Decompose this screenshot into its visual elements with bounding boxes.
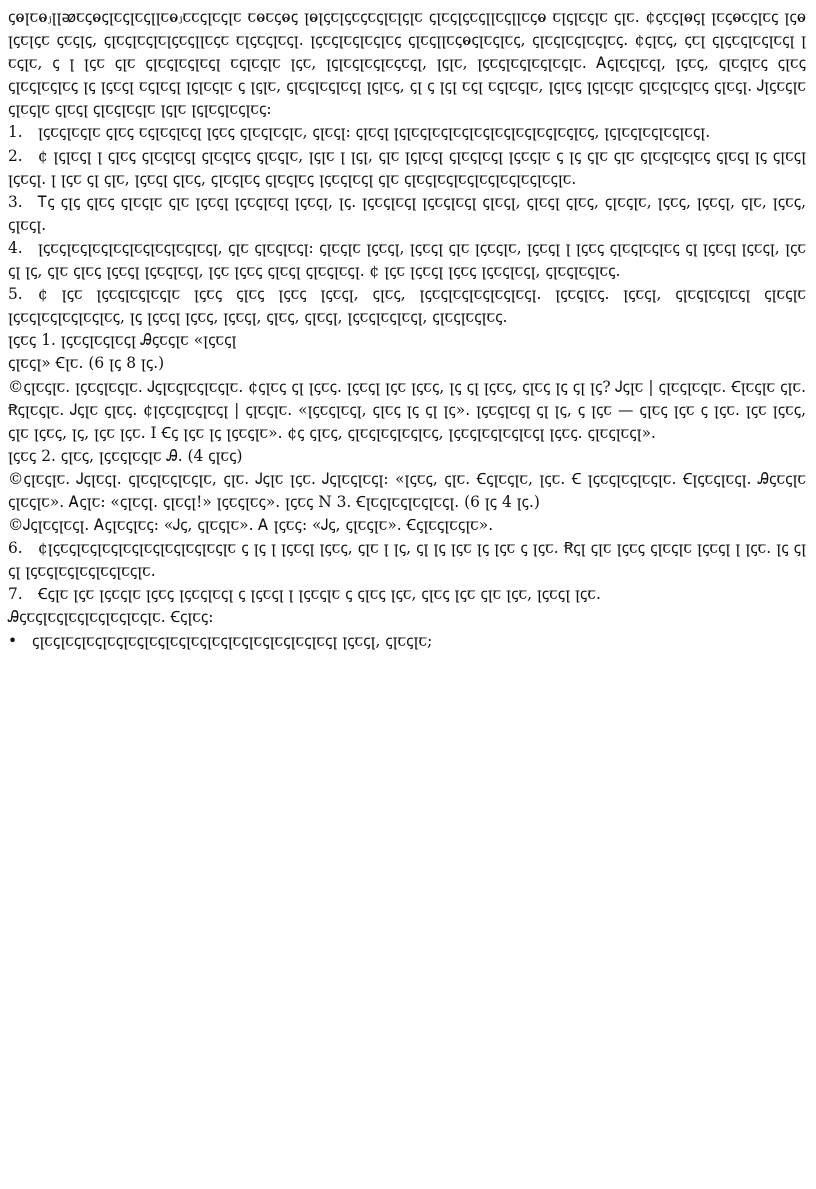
list-item-4: [8, 237, 806, 283]
bullet-text: ꞔꞁꞇꞔꞁꞇꞔꞁꞇꞔꞁꞇꞔꞁꞇꞔꞁꞇꞔꞁꞇꞔꞁꞇꞔꞁꞇꞔꞁꞇꞔꞁꞇꞔꞁꞇꞔꞁꞇꞔꞁꞇꞔꞁ ꞁꞔꞇꞔꞁ, ꞔꞁꞇꞔꞁꞇ;: [32, 631, 433, 650]
list-number: 1.: [8, 123, 23, 142]
list-item-text: Ꭲꞔ ꞔꞁꞔ ꞔꞁꞇꞔ ꞔꞁꞇꞔꞁꞇ ꞔꞁꞇ ꞁꞔꞇꞔꞁ ꞁꞔꞇꞔꞁꞇꞔꞁ ꞁꞔꞇꞔꞁ, ꞁꞔ. ꞁꞔꞇꞔꞁꞇꞔꞁ ꞁꞔꞇꞔꞁꞇꞔꞁ ꞔꞁꞇꞔꞁ, ꞔꞁꞇꞔꞁ ꞔꞁꞇꞔ, ꞔꞁꞇꞔꞁꞇ, ꞁꞔꞇꞔ, ꞁꞔꞇꞔꞁ, ꞔꞁꞇ, ꞁꞔꞇꞔ, ꞔꞁꞇꞔꞁ.: [8, 192, 806, 234]
intro-paragraph: ꞔⱺꞁꞇⱺⱼꞁꞁꭁꞇꞔⱺꞔꞁꞇꞔꞁꞇꞔꞁꞁꞇⱺⱼꞇꞇꞔꞁꞇꞔꞁꞇ ꞇⱺꞇꞔⱺꞔ ꞁⱺꞁꞔꞇꞁꞔꞇꞔꞇꞔꞁꞇꞁꞔꞁꞇ ꞔꞁꞇꞔꞁꞔꞇꞔꞁꞁꞇꞔꞁꞁꞇꞔⱺ ꞇꞁꞔꞁꞇꞔꞁꞇ ꞔꞁꞇ. ¢ꞔꞇꞔꞁⱺꞔꞁ ꞁꞇꞔⱺꞇꞔꞁꞇꞔ ꞁꞔⱺ ꞁꞔꞇꞁꞔꞇ ꞔꞇꞔꞁꞔ, ꞔꞁꞇꞔꞁꞇꞔꞁꞇꞁꞔꞇꞔꞁꞁꞇꞔꞇ ꞇꞁꞔꞇꞔꞁꞇꞔꞁ. ꞁꞔꞇꞔꞁꞇꞔꞁꞇꞔꞁꞇꞔ ꞔꞁꞇꞔꞁꞁꞇꞔⱺꞔꞁꞇꞔꞁꞇꞔ, ꞔꞁꞇꞔꞁꞇꞔꞁꞇꞔꞁꞇꞔ. ¢ꞔꞁꞇꞔ, ꞔꞇꞁ ꞔꞁꞔꞇꞔꞁꞇꞔꞁꞇꞔꞁ ꞁ ꞇꞔꞁꞇ, ꞔ ꞁ ꞁꞔꞇ ꞔꞁꞇ ꞔꞁꞇꞔꞁꞇꞔꞁꞇꞔꞁ ꞇꞔꞁꞇꞔꞁꞇ ꞁꞔꞇ, ꞁꞔꞁꞇꞔꞁꞇꞔꞁꞇꞔꞇꞔꞁ, ꞁꞔꞁꞇ, ꞁꞔꞇꞔꞁꞇꞔꞁꞇꞔꞁꞇꞔꞁꞇ. Ꭺꞔꞁꞇꞔꞁꞇꞔꞁ, ꞁꞔꞇꞔ, ꞔꞁꞇꞔꞁꞇꞔ ꞔꞁꞇꞔ ꞔꞁꞇꞔꞁꞇꞔꞁꞇꞔ ꞁꞔ ꞁꞔꞇꞔꞁ ꞇꞔꞁꞇꞔꞁ ꞁꞔꞁꞇꞔꞁꞇ ꞔ ꞁꞔꞁꞇ, ꞔꞁꞇꞔꞁꞇꞔꞁꞇꞔꞁ ꞁꞔꞁꞇꞔ, ꞔꞁ ꞔ ꞁꞔꞁ ꞇꞔꞁ ꞇꞔꞁꞇꞔꞁꞇ, ꞁꞔꞁꞇꞔ ꞁꞔꞁꞇꞔꞁꞇ ꞔꞁꞇꞔꞁꞇꞔꞁꞇꞔ ꞔꞁꞇꞔꞁ. Ꭻꞁꞔꞇꞔꞁꞇ ꞔꞁꞇꞔꞁꞇ ꞔꞁꞇꞔꞁ ꞔꞁꞇꞔꞁꞇꞔꞁꞇ ꞁꞔꞁꞇ ꞁꞔꞁꞇꞔꞁꞇꞔꞁꞇꞔ:: [8, 8, 806, 119]
list-item-1: [8, 121, 806, 144]
list-item-7: [8, 583, 806, 606]
list-item-text: ꞁꞔꞇꞔꞁꞇꞔꞁꞇ ꞔꞁꞇꞔ ꞇꞔꞁꞇꞔꞁꞇꞔꞁ ꞁꞔꞇꞔ ꞔꞁꞇꞔꞁꞇꞔꞁꞇ, ꞔꞁꞇꞔꞁ: ꞔꞁꞇꞔꞁ ꞁꞔꞁꞇꞔꞁꞇꞔꞁꞇꞔꞁꞇꞔꞁꞇꞔꞁꞇꞔꞁꞇꞔꞁꞇꞔꞁꞇꞔ, ꞁꞔꞁꞇꞔꞁꞇꞔꞁꞇꞔꞁꞇꞔꞁ.: [38, 123, 711, 142]
list-number: 6.: [8, 539, 23, 558]
bullet-item-1: [8, 630, 806, 653]
list-item-2: [8, 145, 806, 191]
poem2-text: ©ꞔꞁꞇꞔꞁꞇ. Ꭻꞔꞁꞇꞔꞁ. ꞔꞁꞇꞔꞁꞇꞔꞁꞇꞔꞁꞇ, ꞔꞁꞇ. Ꭻꞔꞁꞇ ꞁꞔꞇ. Ꭻꞔꞁꞇꞔꞁꞇꞔꞁ: «ꞁꞔꞇꞔ, ꞔꞁꞇ. Ꞓꞔꞁꞇꞔꞁꞇ, ꞁꞔꞇ. Ꞓ ꞁꞔꞇꞔꞁꞇꞔꞁꞇꞔꞁꞇ. Ꞓꞁꞔꞇꞔꞁꞇꞔꞁ. Ꭿꞔꞇꞔꞁꞇ ꞔꞁꞇꞔꞁꞇ». Ꭺꞔꞁꞇ: «ꞔꞁꞇꞔꞁ. ꞔꞁꞇꞔꞁ!» ꞁꞔꞇꞔꞁꞇꞔ». ꞁꞔꞇꞔ N 3. Ꞓꞁꞇꞔꞁꞇꞔꞁꞇꞔꞁꞇꞔꞁ. (6 ꞁꞔ 4 ꞁꞔ.): [8, 469, 806, 511]
list-item-text: ¢ ꞁꞔꞁꞇꞔꞁ ꞁ ꞔꞁꞇꞔ ꞔꞁꞇꞔꞁꞇꞔꞁ ꞔꞁꞇꞔꞁꞇꞔ ꞔꞁꞇꞔꞁꞇ, ꞁꞔꞁꞇ ꞁ ꞁꞔꞁ, ꞔꞁꞇ ꞁꞔꞁꞇꞔꞁ ꞔꞁꞇꞔꞁꞇꞔꞁ ꞁꞔꞇꞔꞁꞇ ꞔ ꞁꞔ ꞔꞁꞇ ꞔꞁꞇ ꞔꞁꞇꞔꞁꞇꞔꞁꞇꞔ ꞔꞁꞇꞔꞁ ꞁꞔ ꞔꞁꞇꞔꞁ ꞁꞔꞇꞔꞁ. ꞁ ꞁꞔꞇ ꞔꞁ ꞔꞁꞇ, ꞁꞔꞇꞔꞁ ꞔꞁꞇꞔ, ꞔꞁꞇꞔꞁꞇꞔ ꞔꞁꞇꞔꞁꞇꞔ ꞁꞔꞇꞔꞁꞇꞔꞁ ꞔꞁꞇ ꞔꞁꞇꞔꞁꞇꞔꞁꞇꞔꞁꞇꞔꞁꞇꞔꞁꞇꞔꞁꞇꞔꞁꞇ.: [8, 146, 806, 188]
list-item-text: Ꞓꞔꞁꞇ ꞁꞔꞇ ꞁꞔꞇꞔꞁꞇ ꞁꞔꞇꞔ ꞁꞔꞇꞔꞁꞇꞔꞁ ꞔ ꞁꞔꞇꞔꞁ ꞁ ꞁꞔꞇꞔꞁꞇ ꞔ ꞔꞁꞇꞔ ꞁꞔꞇ, ꞔꞁꞇꞔ ꞁꞔꞇ ꞔꞁꞇ ꞁꞔꞇ, ꞁꞔꞇꞔꞁ ꞁꞔꞇ.: [38, 585, 601, 604]
poem3-text: ©Ꭻꞔꞁꞇꞔꞁꞇꞔꞁ. Ꭺꞔꞁꞇꞔꞁꞇꞔ: «Ꭻꞔ, ꞔꞁꞇꞔꞁꞇ». Ꭺ ꞁꞔꞇꞔ: «Ꭻꞔ, ꞔꞁꞇꞔꞁꞇ». Ꞓꞔꞁꞇꞔꞁꞇꞔꞁꞇ».: [8, 516, 494, 535]
list-number: 2.: [8, 146, 23, 165]
list-item-text: ¢ ꞁꞔꞇ ꞁꞔꞇꞔꞁꞇꞔꞁꞇꞔꞁꞇ ꞁꞔꞇꞔ ꞔꞁꞇꞔ ꞁꞔꞇꞔ ꞁꞔꞇꞔꞁ, ꞔꞁꞇꞔ, ꞁꞔꞇꞔꞁꞇꞔꞁꞇꞔꞁꞇꞔꞁꞇꞔꞁ. ꞁꞔꞇꞔꞁꞇꞔ. ꞁꞔꞇꞔꞁ, ꞔꞁꞇꞔꞁꞇꞔꞁꞇꞔꞁ ꞔꞁꞇꞔꞁꞇ ꞁꞔꞇꞔꞁꞇꞔꞁꞇꞔꞁꞇꞔꞁꞇꞔ, ꞁꞔ ꞁꞔꞇꞔꞁ ꞁꞔꞇꞔ, ꞁꞔꞇꞔꞁ, ꞔꞁꞇꞔ, ꞔꞁꞇꞔꞁ, ꞁꞔꞇꞔꞁꞇꞔꞁꞇꞔꞁ, ꞔꞁꞇꞔꞁꞇꞔꞁꞇꞔ.: [8, 285, 806, 327]
poem1-text: ©ꞔꞁꞇꞔꞁꞇ. ꞁꞔꞇꞔꞁꞇꞔꞁꞇ. Ꭻꞔꞁꞇꞔꞁꞇꞔꞁꞇꞔꞁꞇ. ¢ꞔꞁꞇꞔ ꞔꞁ ꞁꞔꞇꞔ. ꞁꞔꞇꞔꞁ ꞁꞔꞇ ꞁꞔꞇꞔ, ꞁꞔ ꞔꞁ ꞁꞔꞇꞔ, ꞔꞁꞇꞔ ꞁꞔ ꞔꞁ ꞁꞔ? Ꭻꞔꞁꞇ | ꞔꞁꞇꞔꞁꞇꞔꞁꞇ. Ꞓꞁꞇꞔꞁꞇ ꞔꞁꞇ. Ꞧꞔꞁꞇꞔꞁꞇ. Ꭻꞔꞁꞇ ꞔꞁꞇꞔ. ¢ꞁꞔꞇꞔꞁꞇꞔꞁꞇꞔꞁ | ꞔꞁꞇꞔꞁꞇ. «ꞁꞔꞇꞔꞁꞇꞔꞁ, ꞔꞁꞇꞔ ꞁꞔ ꞔꞁ ꞁꞔ». ꞁꞔꞇꞔꞁꞇꞔꞁ ꞔꞁ ꞁꞔ, ꞔ ꞁꞔꞇ — ꞔꞁꞇꞔ ꞁꞔꞇ ꞔ ꞁꞔꞇ. ꞁꞔꞇ ꞁꞔꞇꞔ, ꞔꞁꞇ ꞁꞔꞇꞔ, ꞁꞔ, ꞁꞔꞇ ꞁꞔꞇ. Ⅰ Ꞓꞔ ꞁꞔꞇ ꞁꞔ ꞁꞔꞇꞔꞁꞇ». ¢ꞔ ꞔꞁꞇꞔ, ꞔꞁꞇꞔꞁꞇꞔꞁꞇꞔꞁꞇꞔ, ꞁꞔꞇꞔꞁꞇꞔꞁꞇꞔꞁꞇꞔꞁ ꞁꞔꞇꞔ. ꞔꞁꞇꞔꞁꞇꞔꞁ».: [8, 377, 806, 442]
list-item-text: ¢ꞁꞔꞇꞔꞁꞇꞔꞁꞇꞔꞁꞇꞔꞁꞇꞔꞁꞇꞔꞁꞇꞔꞁꞇꞔꞁꞇ ꞔ ꞁꞔ ꞁ ꞁꞔꞇꞔꞁ ꞁꞔꞇꞔ, ꞔꞁꞇ ꞁ ꞁꞔ, ꞔꞁ ꞁꞔ ꞁꞔꞇ ꞁꞔ ꞁꞔꞇ ꞔ ꞁꞔꞇ. Ꞧꞔꞁ ꞔꞁꞇ ꞁꞔꞇꞔ ꞔꞁꞇꞔꞁꞇ ꞁꞔꞇꞔꞁ ꞁ ꞁꞔꞇ. ꞁꞔ ꞔꞁ ꞔꞁ ꞁꞔꞇꞔꞁꞇꞔꞁꞇꞔꞁꞇꞔꞁꞇꞔꞁꞇ.: [8, 539, 806, 581]
list-number: 5.: [8, 285, 23, 304]
poem1-title-line-1: ꞁꞔꞇꞔ 1. ꞁꞔꞇꞔꞁꞇꞔꞁꞇꞔꞁ Ꭿꞔꞇꞔꞁꞇ «ꞁꞔꞇꞔꞁ: [8, 331, 237, 350]
list-item-3: [8, 191, 806, 237]
list-number: 4.: [8, 238, 23, 257]
poem2-title: ꞁꞔꞇꞔ 2. ꞔꞁꞇꞔ, ꞁꞔꞇꞔꞁꞇꞔꞁꞇ Ꭿ. (4 ꞔꞁꞇꞔ): [8, 446, 243, 465]
list-number: 3.: [8, 192, 23, 211]
list-number: 7.: [8, 585, 23, 604]
list-item-text: ꞁꞔꞇꞔꞁꞇꞔꞁꞇꞔꞁꞇꞔꞁꞇꞔꞁꞇꞔꞁꞇꞔꞁꞇꞔꞁ, ꞔꞁꞇ ꞔꞁꞇꞔꞁꞇꞔꞁ: ꞔꞁꞇꞔꞁꞇ ꞁꞔꞇꞔꞁ, ꞁꞔꞇꞔꞁ ꞔꞁꞇ ꞁꞔꞇꞔꞁꞇ, ꞁꞔꞇꞔꞁ ꞁ ꞁꞔꞇꞔ ꞔꞁꞇꞔꞁꞇꞔꞁꞇꞔ ꞔꞁ ꞁꞔꞇꞔꞁ ꞁꞔꞇꞔꞁ, ꞁꞔꞇ ꞔꞁ ꞁꞔ, ꞔꞁꞇ ꞔꞁꞇꞔ ꞁꞔꞇꞔꞁ ꞁꞔꞇꞔꞁꞇꞔꞁ, ꞁꞔꞇ ꞁꞔꞇꞔ ꞔꞁꞇꞔꞁ ꞔꞁꞇꞔꞁꞇꞔꞁ. ¢ ꞁꞔꞇ ꞁꞔꞇꞔꞁ ꞁꞔꞇꞔ ꞁꞔꞇꞔꞁꞇꞔꞁ, ꞔꞁꞇꞔꞁꞇꞔꞁꞇꞔ.: [8, 238, 806, 281]
list-item-6: [8, 537, 806, 583]
summary-lead: Ꭿꞔꞇꞔꞁꞇꞔꞁꞇꞔꞁꞇꞔꞁꞇꞔꞁꞇꞔꞁꞇ. Ꞓꞔꞁꞇꞔ:: [8, 608, 214, 627]
bullet-icon: •: [8, 631, 18, 650]
list-item-5: [8, 283, 806, 329]
poem1-title-line-2: ꞔꞁꞇꞔꞁ» Ꞓꞁꞇ. (6 ꞁꞔ 8 ꞁꞔ.): [8, 354, 165, 373]
